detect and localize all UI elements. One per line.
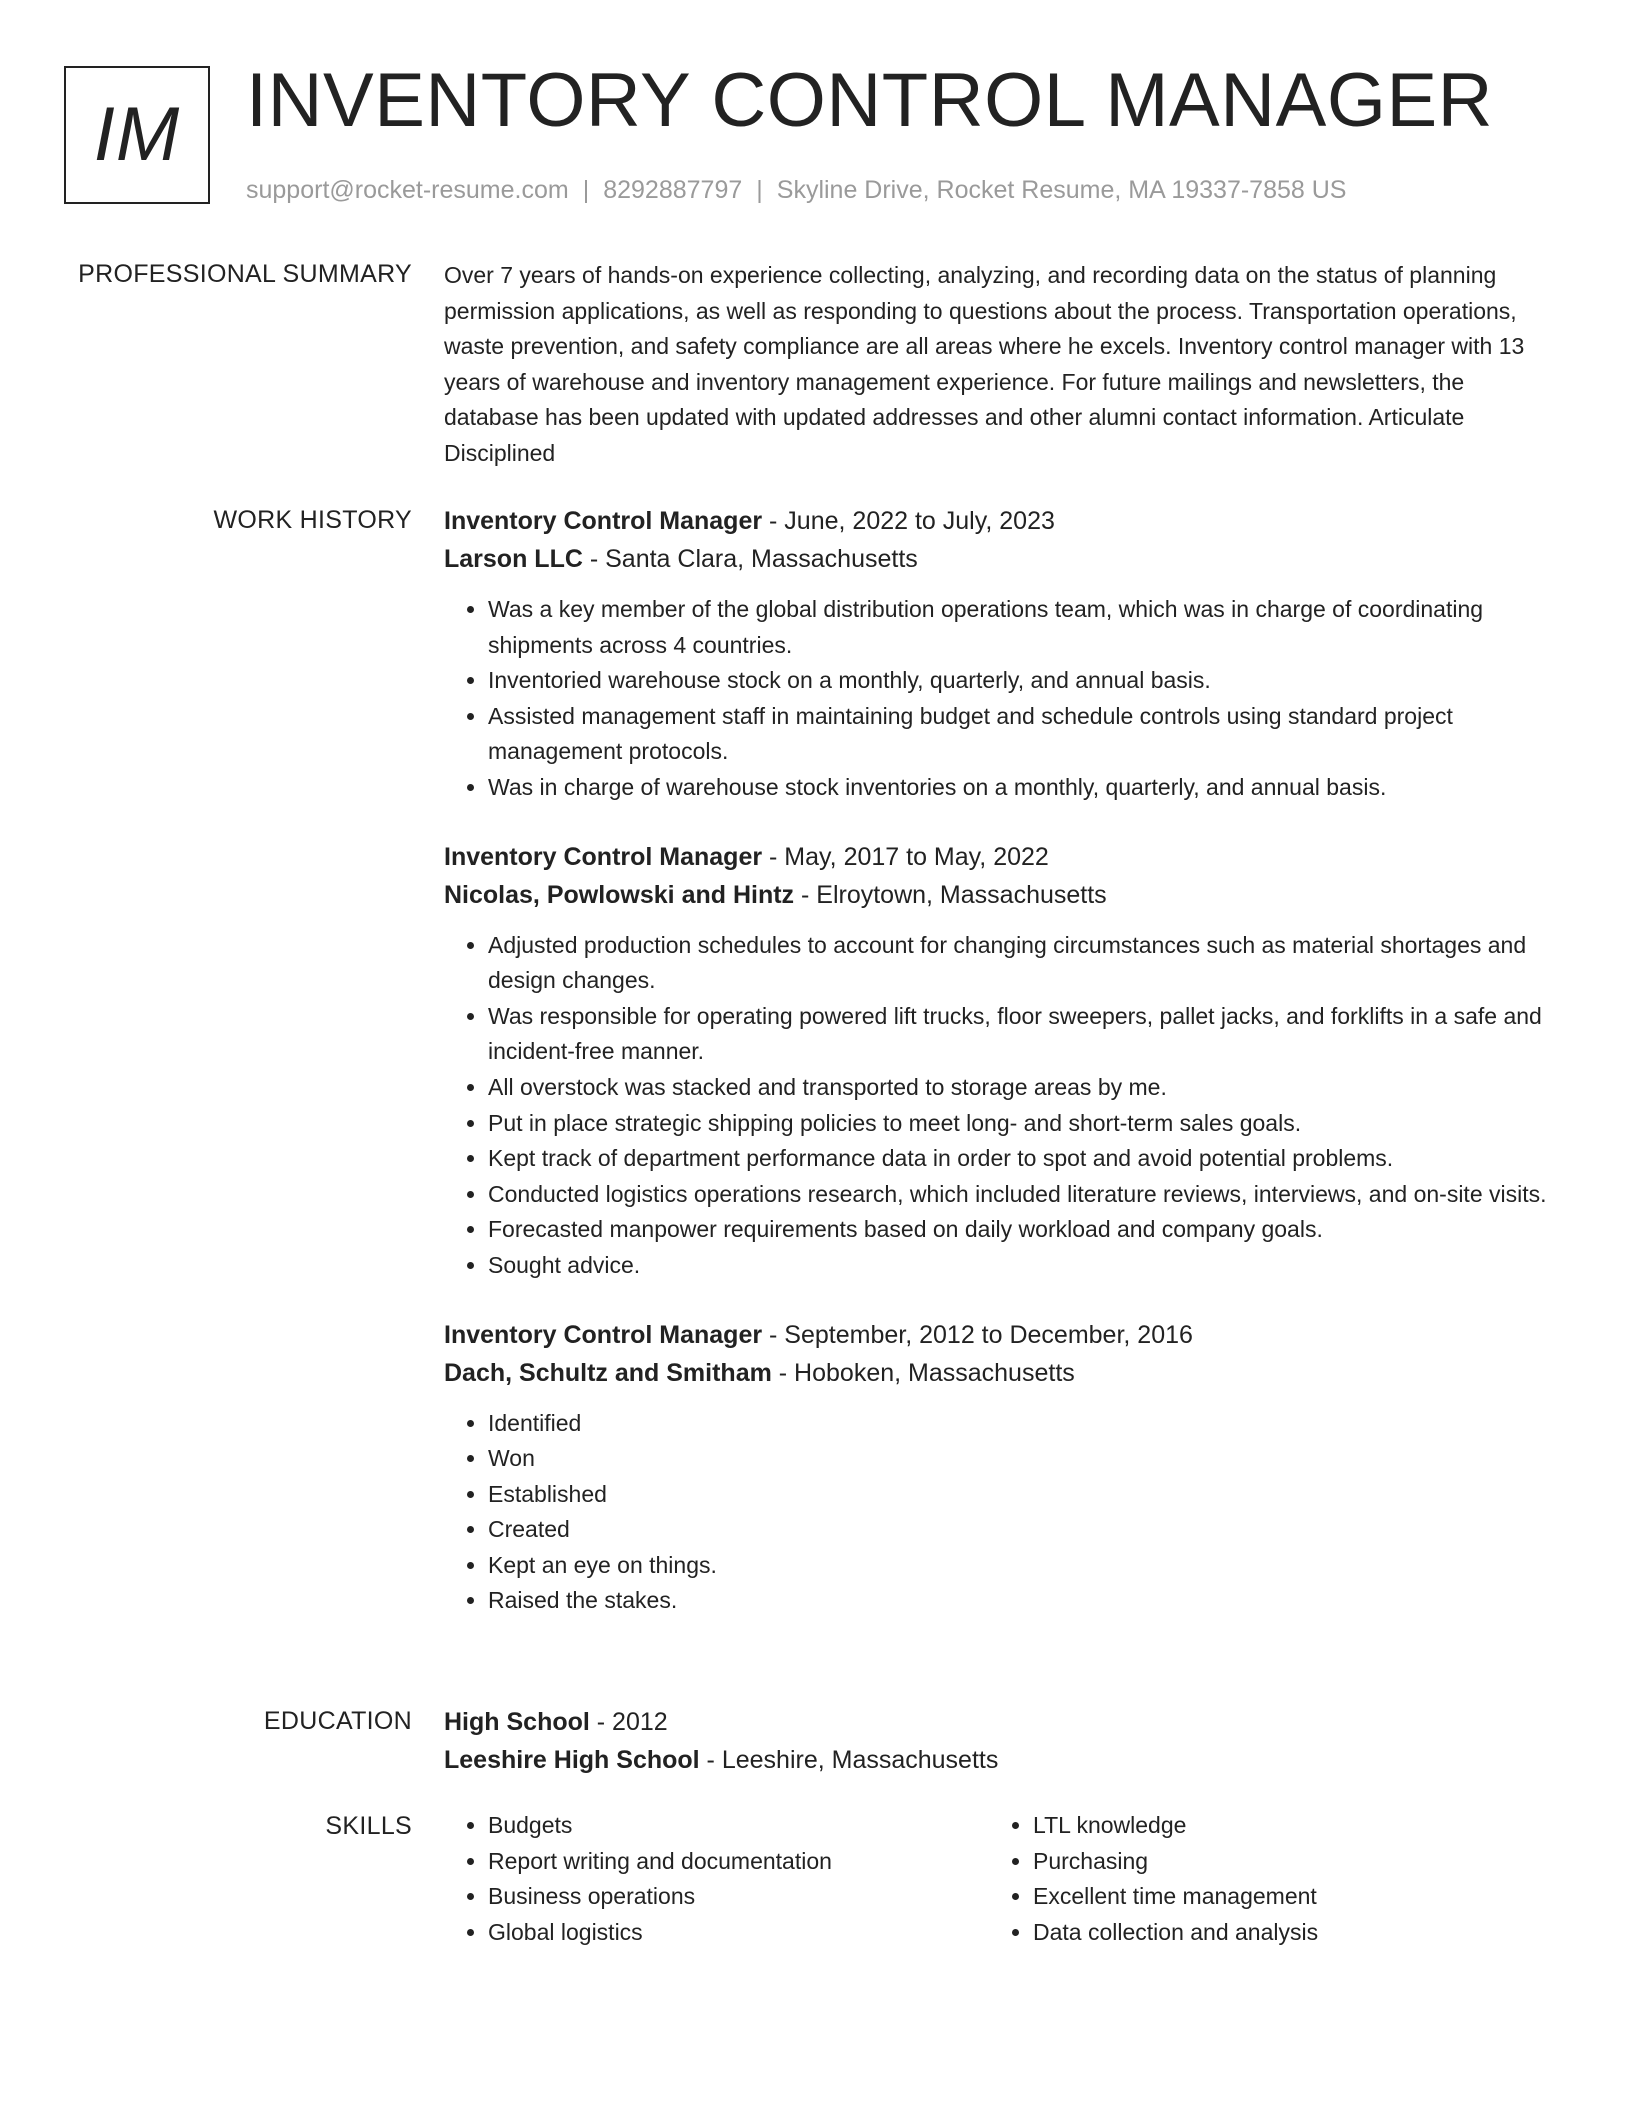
job-location: - Elroytown, Massachusetts	[794, 880, 1107, 909]
contact-address: Skyline Drive, Rocket Resume, MA 19337-7858 US	[776, 176, 1347, 204]
monogram-initials: IM	[93, 92, 181, 177]
skills-body	[444, 1808, 1558, 1950]
job-company: Larson LLC	[444, 545, 583, 573]
job-dates: - May, 2017 to May, 2022	[762, 842, 1049, 871]
list-item: • Raised the stakes.	[488, 1583, 1558, 1619]
job-role: Inventory Control Manager	[444, 1320, 763, 1349]
skill-item: • Business operations	[488, 1879, 989, 1915]
list-item: • Established	[488, 1477, 1558, 1513]
candidate-name: INVENTORY CONTROL MANAGER	[246, 58, 1494, 143]
list-item: • Was responsible for operating powered lift trucks, floor sweepers, pallet jacks, and forklifts in a safe and incident-free manner.	[488, 999, 1558, 1070]
job-location: - Hoboken, Massachusetts	[771, 1358, 1075, 1387]
job-company: Nicolas, Powlowski and Hintz	[444, 880, 795, 909]
job-entry	[444, 838, 1558, 1284]
education-school: Leeshire High School	[444, 1746, 700, 1774]
skill-item: • Report writing and documentation	[488, 1844, 989, 1880]
job-entry	[444, 502, 1558, 806]
contact-separator: |	[756, 176, 763, 204]
skills-column-left	[444, 1808, 989, 1950]
list-item: • Identified	[488, 1406, 1558, 1442]
summary-text: Over 7 years of hands-on experience collecting, analyzing, and recording data on the status of planning permission applications, as well as responding to questions about the process. Transportation operations, waste prevention, and safety compliance are all areas where he excels. Inventory control manager with 13 years of warehouse and inventory management experience. For future mailings and newsletters, the database has been updated with updated addresses and other alumni contact information. Articulate Disciplined	[444, 262, 1525, 466]
list-item: • Assisted management staff in maintaining budget and schedule controls using standard project management protocols.	[488, 699, 1558, 770]
skill-item: • Data collection and analysis	[1033, 1915, 1534, 1951]
education-body	[444, 1703, 1558, 1779]
contact-email[interactable]: support@rocket-resume.com	[246, 176, 569, 204]
list-item: • Forecasted manpower requirements based on daily workload and company goals.	[488, 1212, 1558, 1248]
list-item: • All overstock was stacked and transported to storage areas by me.	[488, 1070, 1558, 1106]
skill-item: • Global logistics	[488, 1915, 989, 1951]
contact-line	[246, 172, 1346, 208]
job-location: - Santa Clara, Massachusetts	[582, 545, 918, 573]
list-item: • Conducted logistics operations research, which included literature reviews, interviews, and on-site visits.	[488, 1177, 1558, 1213]
job-bullets	[444, 928, 1558, 1284]
list-item: • Inventoried warehouse stock on a monthly, quarterly, and annual basis.	[488, 663, 1558, 699]
skill-item: • Budgets	[488, 1808, 989, 1844]
summary-body	[444, 258, 1558, 472]
job-company-line	[444, 540, 1558, 578]
job-role: Inventory Control Manager	[444, 507, 763, 535]
skills-list-left	[444, 1808, 989, 1950]
education-location: - Leeshire, Massachusetts	[699, 1746, 999, 1774]
job-title-line	[444, 1316, 1558, 1354]
contact-phone[interactable]: 8292887797	[603, 176, 743, 204]
list-item: • Was a key member of the global distribution operations team, which was in charge of coordinating shipments across 4 countries.	[488, 592, 1558, 663]
list-item: • Won	[488, 1441, 1558, 1477]
job-title-line	[444, 838, 1558, 876]
list-item: • Sought advice.	[488, 1248, 1558, 1284]
job-company: Dach, Schultz and Smitham	[444, 1358, 772, 1387]
job-bullets	[444, 592, 1558, 806]
list-item: • Was in charge of warehouse stock inventories on a monthly, quarterly, and annual basis.	[488, 770, 1558, 806]
section-title-education: EDUCATION	[263, 1707, 412, 1735]
job-role: Inventory Control Manager	[444, 842, 763, 871]
list-item: • Created	[488, 1512, 1558, 1548]
job-bullets	[444, 1406, 1558, 1620]
section-title-skills: SKILLS	[325, 1812, 412, 1840]
education-school-line	[444, 1741, 1558, 1779]
list-item: • Adjusted production schedules to account for changing circumstances such as material shortages and design changes.	[488, 928, 1558, 999]
skills-columns	[444, 1808, 1558, 1950]
job-company-line	[444, 876, 1558, 914]
skill-item: • Purchasing	[1033, 1844, 1534, 1880]
work-history-body	[444, 502, 1558, 1619]
section-title-summary: PROFESSIONAL SUMMARY	[78, 260, 412, 288]
skill-item: • LTL knowledge	[1033, 1808, 1534, 1844]
contact-separator: |	[582, 176, 590, 204]
job-title-line	[444, 502, 1558, 540]
section-title-work-history: WORK HISTORY	[213, 506, 412, 534]
job-dates: - September, 2012 to December, 2016	[762, 1320, 1193, 1349]
education-degree: High School	[444, 1708, 590, 1736]
skills-list-right	[989, 1808, 1534, 1950]
education-degree-line	[444, 1703, 1558, 1741]
list-item: • Kept track of department performance data in order to spot and avoid potential problems.	[488, 1141, 1558, 1177]
skills-column-right	[989, 1808, 1534, 1950]
job-dates: - June, 2022 to July, 2023	[762, 507, 1055, 535]
job-entry	[444, 1316, 1558, 1620]
monogram-badge	[64, 66, 210, 204]
list-item: • Kept an eye on things.	[488, 1548, 1558, 1584]
education-year: - 2012	[589, 1708, 668, 1736]
job-company-line	[444, 1354, 1558, 1392]
skill-item: • Excellent time management	[1033, 1879, 1534, 1915]
list-item: • Put in place strategic shipping policies to meet long- and short-term sales goals.	[488, 1106, 1558, 1142]
